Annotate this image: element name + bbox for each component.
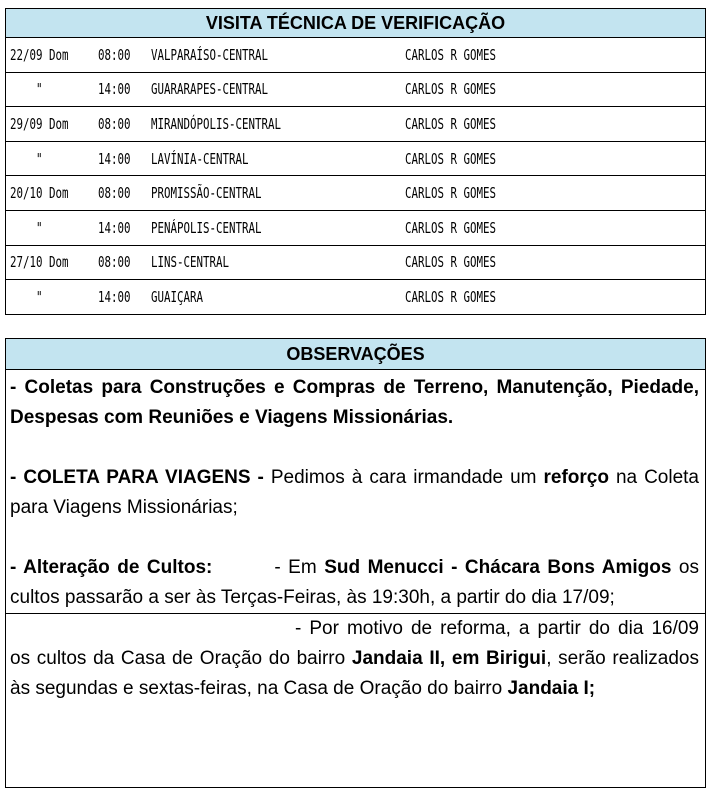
visit-person: CARLOS R GOMES [405, 80, 497, 99]
service-change-label: - Alteração de Cultos: [10, 557, 213, 578]
table-row [5, 73, 706, 108]
visit-date: 27/10 Dom [10, 253, 69, 272]
observation-collections [10, 373, 699, 433]
travel-collection-label: - COLETA PARA VIAGENS - [10, 467, 264, 488]
visit-schedule-table [5, 8, 706, 315]
service-change-place: Sud Menucci - Chácara Bons Amigos [324, 557, 672, 578]
visit-person: CARLOS R GOMES [405, 184, 497, 203]
visit-place: PROMISSÃO-CENTRAL [151, 184, 262, 203]
visit-date: 29/09 Dom [10, 114, 69, 133]
table-row [5, 246, 706, 281]
service-change-text: os cultos passarão a ser às Terças-Feiras, às 19:30h, a partir do dia 17/09; [10, 557, 699, 608]
visit-place: LINS-CENTRAL [151, 253, 230, 272]
visit-place: GUAIÇARA [151, 287, 204, 306]
travel-collection-bold: reforço [543, 467, 609, 488]
visit-place: GUARARAPES-CENTRAL [151, 80, 269, 99]
visit-time: 08:00 [98, 253, 131, 272]
renovation-text-b: , serão realizados às segundas e sextas-feiras, na Casa de Oração do bairro [10, 648, 700, 699]
visit-place: VALPARAÍSO-CENTRAL [151, 45, 269, 64]
visit-date: 22/09 Dom [10, 45, 69, 64]
visit-time: 14:00 [98, 80, 131, 99]
observation-renovation [10, 614, 699, 704]
visit-time: 14:00 [98, 218, 131, 237]
service-change-dash: - Em [274, 557, 325, 578]
visit-time: 14:00 [98, 149, 131, 168]
table-row [5, 107, 706, 142]
visit-date-ditto: " [36, 287, 43, 306]
visit-time: 08:00 [98, 114, 131, 133]
visit-person: CARLOS R GOMES [405, 149, 497, 168]
renovation-text-a: - Por motivo de reforma, a partir do dia 16/09 os cultos da Casa de Oração do bairro [10, 618, 699, 669]
visit-date-ditto: " [36, 80, 43, 99]
travel-collection-text-a: Pedimos à cara irmandade um [263, 467, 544, 488]
table-row [5, 142, 706, 177]
observation-travel-collection [10, 463, 699, 523]
visit-time: 08:00 [98, 184, 131, 203]
observation-collections-text: - Coletas para Construções e Compras de Terreno, Manutenção, Piedade, Despesas com Reuniões e Viagens Missionárias. [10, 377, 699, 428]
visit-person: CARLOS R GOMES [405, 253, 497, 272]
visit-person: CARLOS R GOMES [405, 114, 497, 133]
visit-person: CARLOS R GOMES [405, 218, 497, 237]
table-row [5, 280, 706, 315]
renovation-bold-b: Jandaia I; [507, 678, 596, 699]
visit-place: LAVÍNIA-CENTRAL [151, 149, 249, 168]
visit-place: PENÁPOLIS-CENTRAL [151, 218, 262, 237]
visit-place: MIRANDÓPOLIS-CENTRAL [151, 114, 282, 133]
visit-date: 20/10 Dom [10, 184, 69, 203]
observation-service-change [10, 553, 699, 613]
visit-time: 14:00 [98, 287, 131, 306]
visit-date-ditto: " [36, 149, 43, 168]
visit-person: CARLOS R GOMES [405, 287, 497, 306]
visit-time: 08:00 [98, 45, 131, 64]
observations-title: OBSERVAÇÕES [6, 339, 705, 370]
visit-date-ditto: " [36, 218, 43, 237]
travel-collection-text-b: na Coleta para Viagens Missionárias; [10, 467, 700, 518]
observations-box [5, 338, 706, 788]
table-row [5, 38, 706, 73]
table-row [5, 176, 706, 211]
observations-body [6, 370, 705, 704]
table-row [5, 211, 706, 246]
renovation-bold-a: Jandaia II, em Birigui [351, 648, 547, 669]
visit-table-title: VISITA TÉCNICA DE VERIFICAÇÃO [5, 8, 706, 38]
visit-person: CARLOS R GOMES [405, 45, 497, 64]
